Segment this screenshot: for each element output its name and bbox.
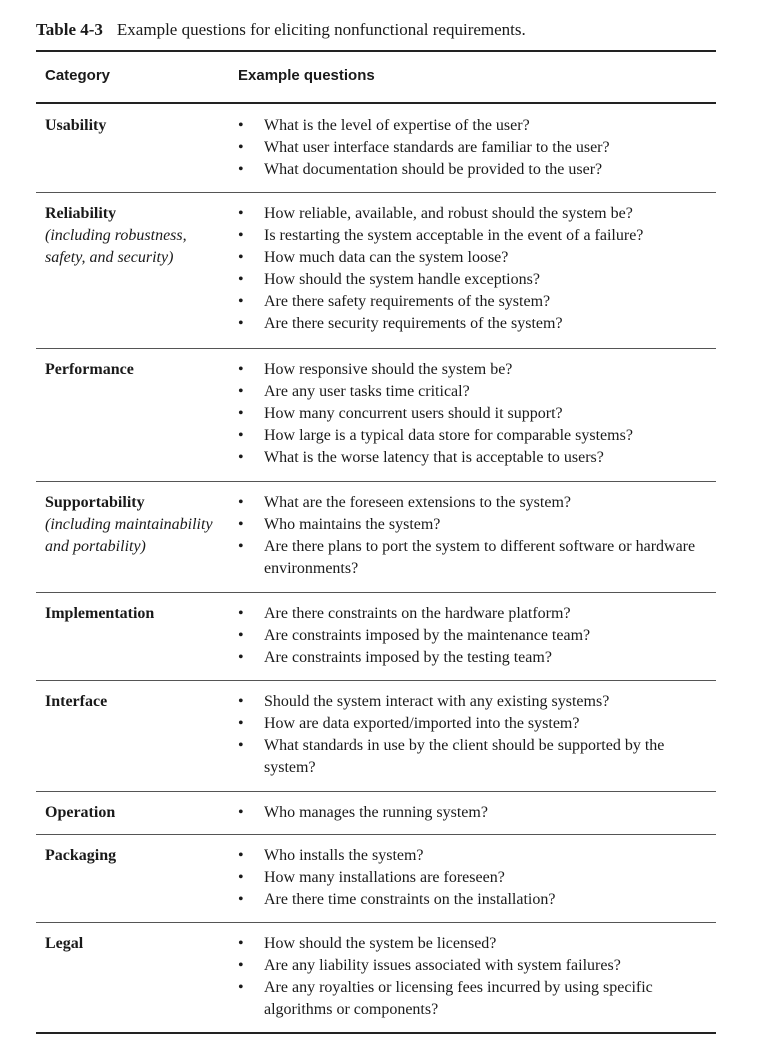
bullet-icon: • (238, 847, 244, 864)
question-item (236, 867, 716, 889)
question-item (236, 845, 716, 867)
question-item (236, 603, 716, 625)
table-number: Table 4-3 (36, 20, 103, 39)
bullet-icon: • (238, 979, 244, 996)
header-rule (36, 102, 716, 104)
bullet-icon: • (238, 627, 244, 644)
question-item (236, 359, 716, 381)
question-item (236, 713, 716, 735)
question-text: How reliable, available, and robust should the system be? (264, 205, 633, 222)
question-item (236, 403, 716, 425)
question-item (236, 955, 716, 977)
question-item (236, 802, 716, 824)
question-item (236, 933, 716, 955)
row-separator (36, 680, 716, 681)
row-separator (36, 922, 716, 923)
bullet-icon: • (238, 117, 244, 134)
bullet-icon: • (238, 494, 244, 511)
question-item (236, 889, 716, 911)
question-item (236, 536, 716, 580)
question-item (236, 203, 716, 225)
category-cell (45, 492, 230, 558)
bullet-icon: • (238, 249, 244, 266)
question-text: How large is a typical data store for comparable systems? (264, 427, 633, 444)
bullet-icon: • (238, 161, 244, 178)
question-text: Who installs the system? (264, 847, 424, 864)
table-title: Example questions for eliciting nonfunctional requirements. (116, 20, 526, 39)
category-cell (45, 359, 230, 381)
question-item (236, 977, 716, 1021)
bullet-icon: • (238, 449, 244, 466)
question-text: How much data can the system loose? (264, 249, 509, 266)
bullet-icon: • (238, 139, 244, 156)
bullet-icon: • (238, 271, 244, 288)
question-item (236, 735, 716, 779)
question-item (236, 625, 716, 647)
top-rule (36, 50, 716, 52)
question-text: Are there security requirements of the system? (264, 315, 563, 332)
question-item (236, 514, 716, 536)
question-text: How many installations are foreseen? (264, 869, 505, 886)
question-text: Are there constraints on the hardware platform? (264, 605, 571, 622)
question-text: What standards in use by the client should be supported by the system? (264, 737, 665, 776)
row-separator (36, 592, 716, 593)
bullet-icon: • (238, 383, 244, 400)
question-text: How are data exported/imported into the system? (264, 715, 580, 732)
row-separator (36, 481, 716, 482)
question-list (236, 359, 716, 469)
question-list (236, 933, 716, 1021)
bullet-icon: • (238, 538, 244, 555)
question-text: Is restarting the system acceptable in the event of a failure? (264, 227, 644, 244)
question-item (236, 313, 716, 335)
bullet-icon: • (238, 205, 244, 222)
table-caption (36, 20, 526, 40)
question-text: How many concurrent users should it support? (264, 405, 563, 422)
question-text: Are constraints imposed by the maintenance team? (264, 627, 591, 644)
category-cell (45, 203, 230, 269)
category-cell (45, 933, 230, 955)
category-name: Implementation (45, 605, 155, 622)
question-text: What documentation should be provided to the user? (264, 161, 603, 178)
question-list (236, 691, 716, 779)
bullet-icon: • (238, 737, 244, 754)
row-separator (36, 192, 716, 193)
bullet-icon: • (238, 693, 244, 710)
question-text: Are there plans to port the system to different software or hardware environments? (264, 538, 696, 577)
category-name: Supportability (45, 494, 145, 511)
question-text: What is the level of expertise of the user? (264, 117, 530, 134)
question-text: Are any liability issues associated with system failures? (264, 957, 621, 974)
question-item (236, 492, 716, 514)
question-text: Are any royalties or licensing fees incurred by using specific algorithms or components? (264, 979, 653, 1018)
question-item (236, 115, 716, 137)
question-text: How responsive should the system be? (264, 361, 513, 378)
bullet-icon: • (238, 427, 244, 444)
bullet-icon: • (238, 227, 244, 244)
bullet-icon: • (238, 935, 244, 952)
question-text: Are there safety requirements of the system? (264, 293, 551, 310)
header-category: Category (45, 67, 111, 84)
question-text: What are the foreseen extensions to the system? (264, 494, 571, 511)
bullet-icon: • (238, 293, 244, 310)
category-name: Performance (45, 361, 134, 378)
question-item (236, 159, 716, 181)
row-separator (36, 791, 716, 792)
category-cell (45, 603, 230, 625)
question-text: Who maintains the system? (264, 516, 441, 533)
question-item (236, 269, 716, 291)
header-questions: Example questions (238, 67, 375, 84)
category-cell (45, 802, 230, 824)
question-item (236, 381, 716, 403)
question-list (236, 492, 716, 580)
row-separator (36, 348, 716, 349)
category-note: (including maintainability and portability) (45, 516, 213, 555)
category-name: Interface (45, 693, 108, 710)
bullet-icon: • (238, 405, 244, 422)
question-item (236, 225, 716, 247)
category-cell (45, 845, 230, 867)
category-name: Packaging (45, 847, 117, 864)
category-name: Reliability (45, 205, 117, 222)
bullet-icon: • (238, 361, 244, 378)
bullet-icon: • (238, 957, 244, 974)
question-item (236, 247, 716, 269)
row-separator (36, 834, 716, 835)
question-list (236, 203, 716, 335)
question-list (236, 603, 716, 669)
question-item (236, 647, 716, 669)
category-cell (45, 115, 230, 137)
question-text: What is the worse latency that is acceptable to users? (264, 449, 604, 466)
question-item (236, 425, 716, 447)
category-name: Usability (45, 117, 107, 134)
bullet-icon: • (238, 516, 244, 533)
bullet-icon: • (238, 804, 244, 821)
bullet-icon: • (238, 891, 244, 908)
category-name: Operation (45, 804, 116, 821)
question-list (236, 845, 716, 911)
bullet-icon: • (238, 605, 244, 622)
bullet-icon: • (238, 649, 244, 666)
category-cell (45, 691, 230, 713)
question-text: Should the system interact with any existing systems? (264, 693, 610, 710)
question-text: Who manages the running system? (264, 804, 488, 821)
bullet-icon: • (238, 869, 244, 886)
question-text: How should the system handle exceptions? (264, 271, 540, 288)
question-item (236, 291, 716, 313)
question-list (236, 802, 716, 824)
question-item (236, 447, 716, 469)
question-list (236, 115, 716, 181)
question-item (236, 691, 716, 713)
bottom-rule (36, 1032, 716, 1034)
question-text: Are there time constraints on the installation? (264, 891, 556, 908)
question-item (236, 137, 716, 159)
category-note: (including robustness, safety, and security) (45, 227, 187, 266)
bullet-icon: • (238, 315, 244, 332)
bullet-icon: • (238, 715, 244, 732)
question-text: Are constraints imposed by the testing team? (264, 649, 552, 666)
question-text: Are any user tasks time critical? (264, 383, 470, 400)
category-name: Legal (45, 935, 84, 952)
question-text: How should the system be licensed? (264, 935, 497, 952)
question-text: What user interface standards are familiar to the user? (264, 139, 610, 156)
